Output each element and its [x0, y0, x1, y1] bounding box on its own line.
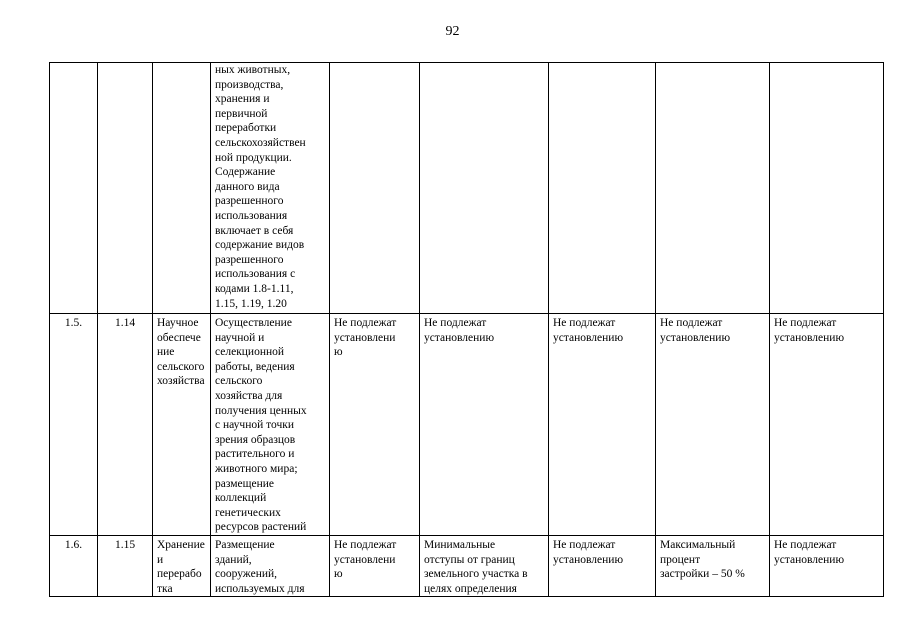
page-number: 92 [445, 24, 460, 39]
parameter-cell-1 [330, 63, 420, 314]
land-use-name-cell [153, 63, 211, 314]
parameter-cell-5: Не подлежат установлению [770, 535, 884, 596]
row-number-cell [50, 63, 98, 314]
land-use-code-cell [98, 63, 153, 314]
row-number-cell: 1.5. [50, 314, 98, 536]
parameter-cell-3: Не подлежат установлению [549, 314, 656, 536]
regulations-table [49, 62, 884, 597]
parameter-cell-2 [420, 63, 549, 314]
land-use-code-cell: 1.15 [98, 535, 153, 596]
parameter-cell-3 [549, 63, 656, 314]
parameter-cell-2: Минимальные отступы от границ земельного участка в целях определения [420, 535, 549, 596]
land-use-description-cell: Размещение зданий, сооружений, используемых для [211, 535, 330, 596]
row-number-cell: 1.6. [50, 535, 98, 596]
land-use-name-cell: Хранение и перерабо тка [153, 535, 211, 596]
land-use-code-cell: 1.14 [98, 314, 153, 536]
parameter-cell-3: Не подлежат установлению [549, 535, 656, 596]
land-use-description-cell: Осуществление научной и селекционной работы, ведения сельского хозяйства для получения ценных с научной точки зрения образцов растительного и животного мира; размещение коллекций генетических ресурсов растений [211, 314, 330, 536]
parameter-cell-5 [770, 63, 884, 314]
land-use-name-cell: Научное обеспече ние сельского хозяйства [153, 314, 211, 536]
parameter-cell-4: Не подлежат установлению [656, 314, 770, 536]
land-use-description-cell: ных животных, производства, хранения и первичной переработки сельскохозяйствен ной продукции. Содержание данного вида разрешенного использования включает в себя содержание видов разрешенного использования с кодами 1.8-1.11, 1.15, 1.19, 1.20 [211, 63, 330, 314]
parameter-cell-2: Не подлежат установлению [420, 314, 549, 536]
table-row [50, 535, 884, 596]
parameter-cell-4: Максимальный процент застройки – 50 % [656, 535, 770, 596]
table-row [50, 63, 884, 314]
parameter-cell-1: Не подлежат установлени ю [330, 314, 420, 536]
parameter-cell-5: Не подлежат установлению [770, 314, 884, 536]
parameter-cell-1: Не подлежат установлени ю [330, 535, 420, 596]
table-row [50, 314, 884, 536]
parameter-cell-4 [656, 63, 770, 314]
